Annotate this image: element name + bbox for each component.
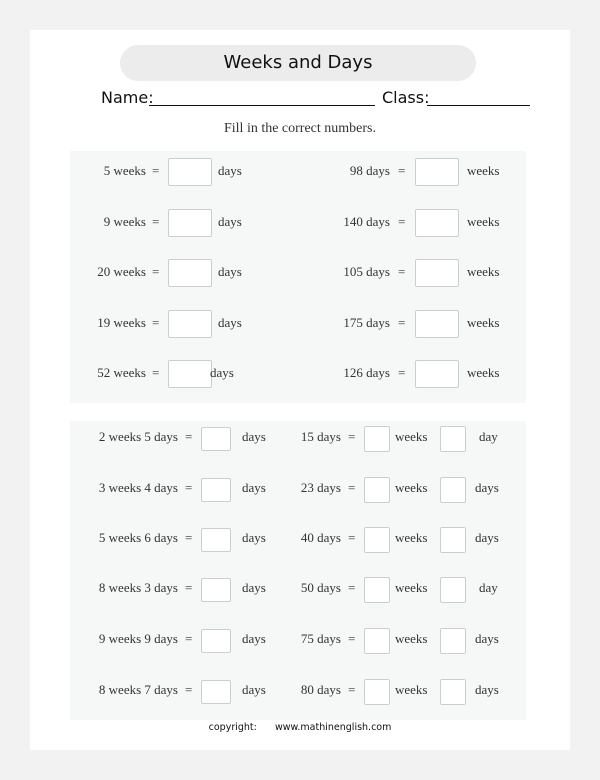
equals-sign: = [185,530,193,545]
equals-sign: = [398,214,406,229]
s1-right-unit: weeks [467,315,500,330]
s2-left-answer-box[interactable] [201,578,231,602]
equals-sign: = [398,264,406,279]
s1-left-value: 5 weeks [103,163,146,178]
s2-weeks-answer-box[interactable] [364,426,390,452]
s1-right-value: 98 days [349,163,390,178]
s2-left-value: 8 weeks 7 days [98,682,178,697]
s2-days-answer-box[interactable] [440,628,466,654]
footer [30,722,570,733]
equals-sign: = [185,480,193,495]
s2-left-answer-box[interactable] [201,528,231,552]
equals-sign: = [185,631,193,646]
s1-right-answer-box[interactable] [415,209,459,237]
s1-right-value: 126 days [343,365,390,380]
class-label: Class: [382,88,430,107]
s1-left-unit: days [218,163,242,178]
name-label: Name: [101,88,154,107]
s2-weeks-unit: weeks [395,429,428,444]
s2-weeks-unit: weeks [395,580,428,595]
s2-left-answer-box[interactable] [201,680,231,704]
equals-sign: = [152,315,160,330]
s1-right-unit: weeks [467,365,500,380]
equals-sign: = [348,682,356,697]
s2-days-unit: day [479,580,498,595]
s2-right-value: 75 days [300,631,341,646]
s2-left-value: 8 weeks 3 days [98,580,178,595]
s1-left-answer-box[interactable] [168,209,212,237]
s2-days-unit: days [475,682,499,697]
s2-days-unit: day [479,429,498,444]
s1-right-value: 140 days [343,214,390,229]
s2-weeks-answer-box[interactable] [364,628,390,654]
s2-left-unit: days [242,429,266,444]
s2-right-value: 40 days [300,530,341,545]
equals-sign: = [398,365,406,380]
s2-days-unit: days [475,530,499,545]
s2-days-answer-box[interactable] [440,527,466,553]
s2-left-value: 3 weeks 4 days [98,480,178,495]
equals-sign: = [348,530,356,545]
s1-left-value: 52 weeks [97,365,146,380]
s2-right-value: 15 days [300,429,341,444]
s1-left-value: 9 weeks [103,214,146,229]
copyright-label: copyright: [208,722,257,733]
s2-days-unit: days [475,631,499,646]
equals-sign: = [185,429,193,444]
s2-left-unit: days [242,480,266,495]
s1-left-unit: days [218,315,242,330]
equals-sign: = [348,429,356,444]
s2-left-unit: days [242,530,266,545]
s2-left-answer-box[interactable] [201,478,231,502]
s2-left-value: 5 weeks 6 days [98,530,178,545]
s2-weeks-unit: weeks [395,530,428,545]
equals-sign: = [152,365,160,380]
s2-weeks-answer-box[interactable] [364,477,390,503]
worksheet-title: Weeks and Days [120,45,476,81]
s2-left-value: 2 weeks 5 days [98,429,178,444]
s2-weeks-unit: weeks [395,480,428,495]
equals-sign: = [152,163,160,178]
s1-left-answer-box[interactable] [168,360,212,388]
s2-days-answer-box[interactable] [440,679,466,705]
s1-right-value: 105 days [343,264,390,279]
s2-left-unit: days [242,631,266,646]
s1-right-answer-box[interactable] [415,259,459,287]
s2-days-unit: days [475,480,499,495]
s2-days-answer-box[interactable] [440,477,466,503]
s2-weeks-answer-box[interactable] [364,679,390,705]
class-line [427,105,530,106]
equals-sign: = [398,163,406,178]
s2-weeks-unit: weeks [395,631,428,646]
s1-left-answer-box[interactable] [168,259,212,287]
s2-left-answer-box[interactable] [201,427,231,451]
equals-sign: = [152,264,160,279]
instruction-text: Fill in the correct numbers. [223,121,377,136]
equals-sign: = [348,631,356,646]
s2-left-answer-box[interactable] [201,629,231,653]
s1-right-answer-box[interactable] [415,310,459,338]
s1-right-answer-box[interactable] [415,158,459,186]
equals-sign: = [152,214,160,229]
s2-right-value: 50 days [300,580,341,595]
s1-left-value: 19 weeks [97,315,146,330]
s2-right-value: 23 days [300,480,341,495]
worksheet-page [30,30,570,750]
s1-left-unit: days [210,365,234,380]
s2-left-unit: days [242,682,266,697]
name-line [149,105,375,106]
s2-left-value: 9 weeks 9 days [98,631,178,646]
s1-left-unit: days [218,214,242,229]
equals-sign: = [185,580,193,595]
s1-right-unit: weeks [467,163,500,178]
s1-left-answer-box[interactable] [168,158,212,186]
equals-sign: = [185,682,193,697]
website-link[interactable]: www.mathinenglish.com [274,722,392,733]
s2-days-answer-box[interactable] [440,577,466,603]
section2-panel [70,421,526,720]
s1-right-answer-box[interactable] [415,360,459,388]
s1-left-answer-box[interactable] [168,310,212,338]
s2-weeks-unit: weeks [395,682,428,697]
s1-right-unit: weeks [467,214,500,229]
s1-left-value: 20 weeks [97,264,146,279]
s2-weeks-answer-box[interactable] [364,527,390,553]
equals-sign: = [348,580,356,595]
equals-sign: = [398,315,406,330]
s2-right-value: 80 days [300,682,341,697]
equals-sign: = [348,480,356,495]
s1-right-unit: weeks [467,264,500,279]
s1-right-value: 175 days [343,315,390,330]
s2-left-unit: days [242,580,266,595]
s1-left-unit: days [218,264,242,279]
s2-days-answer-box[interactable] [440,426,466,452]
s2-weeks-answer-box[interactable] [364,577,390,603]
